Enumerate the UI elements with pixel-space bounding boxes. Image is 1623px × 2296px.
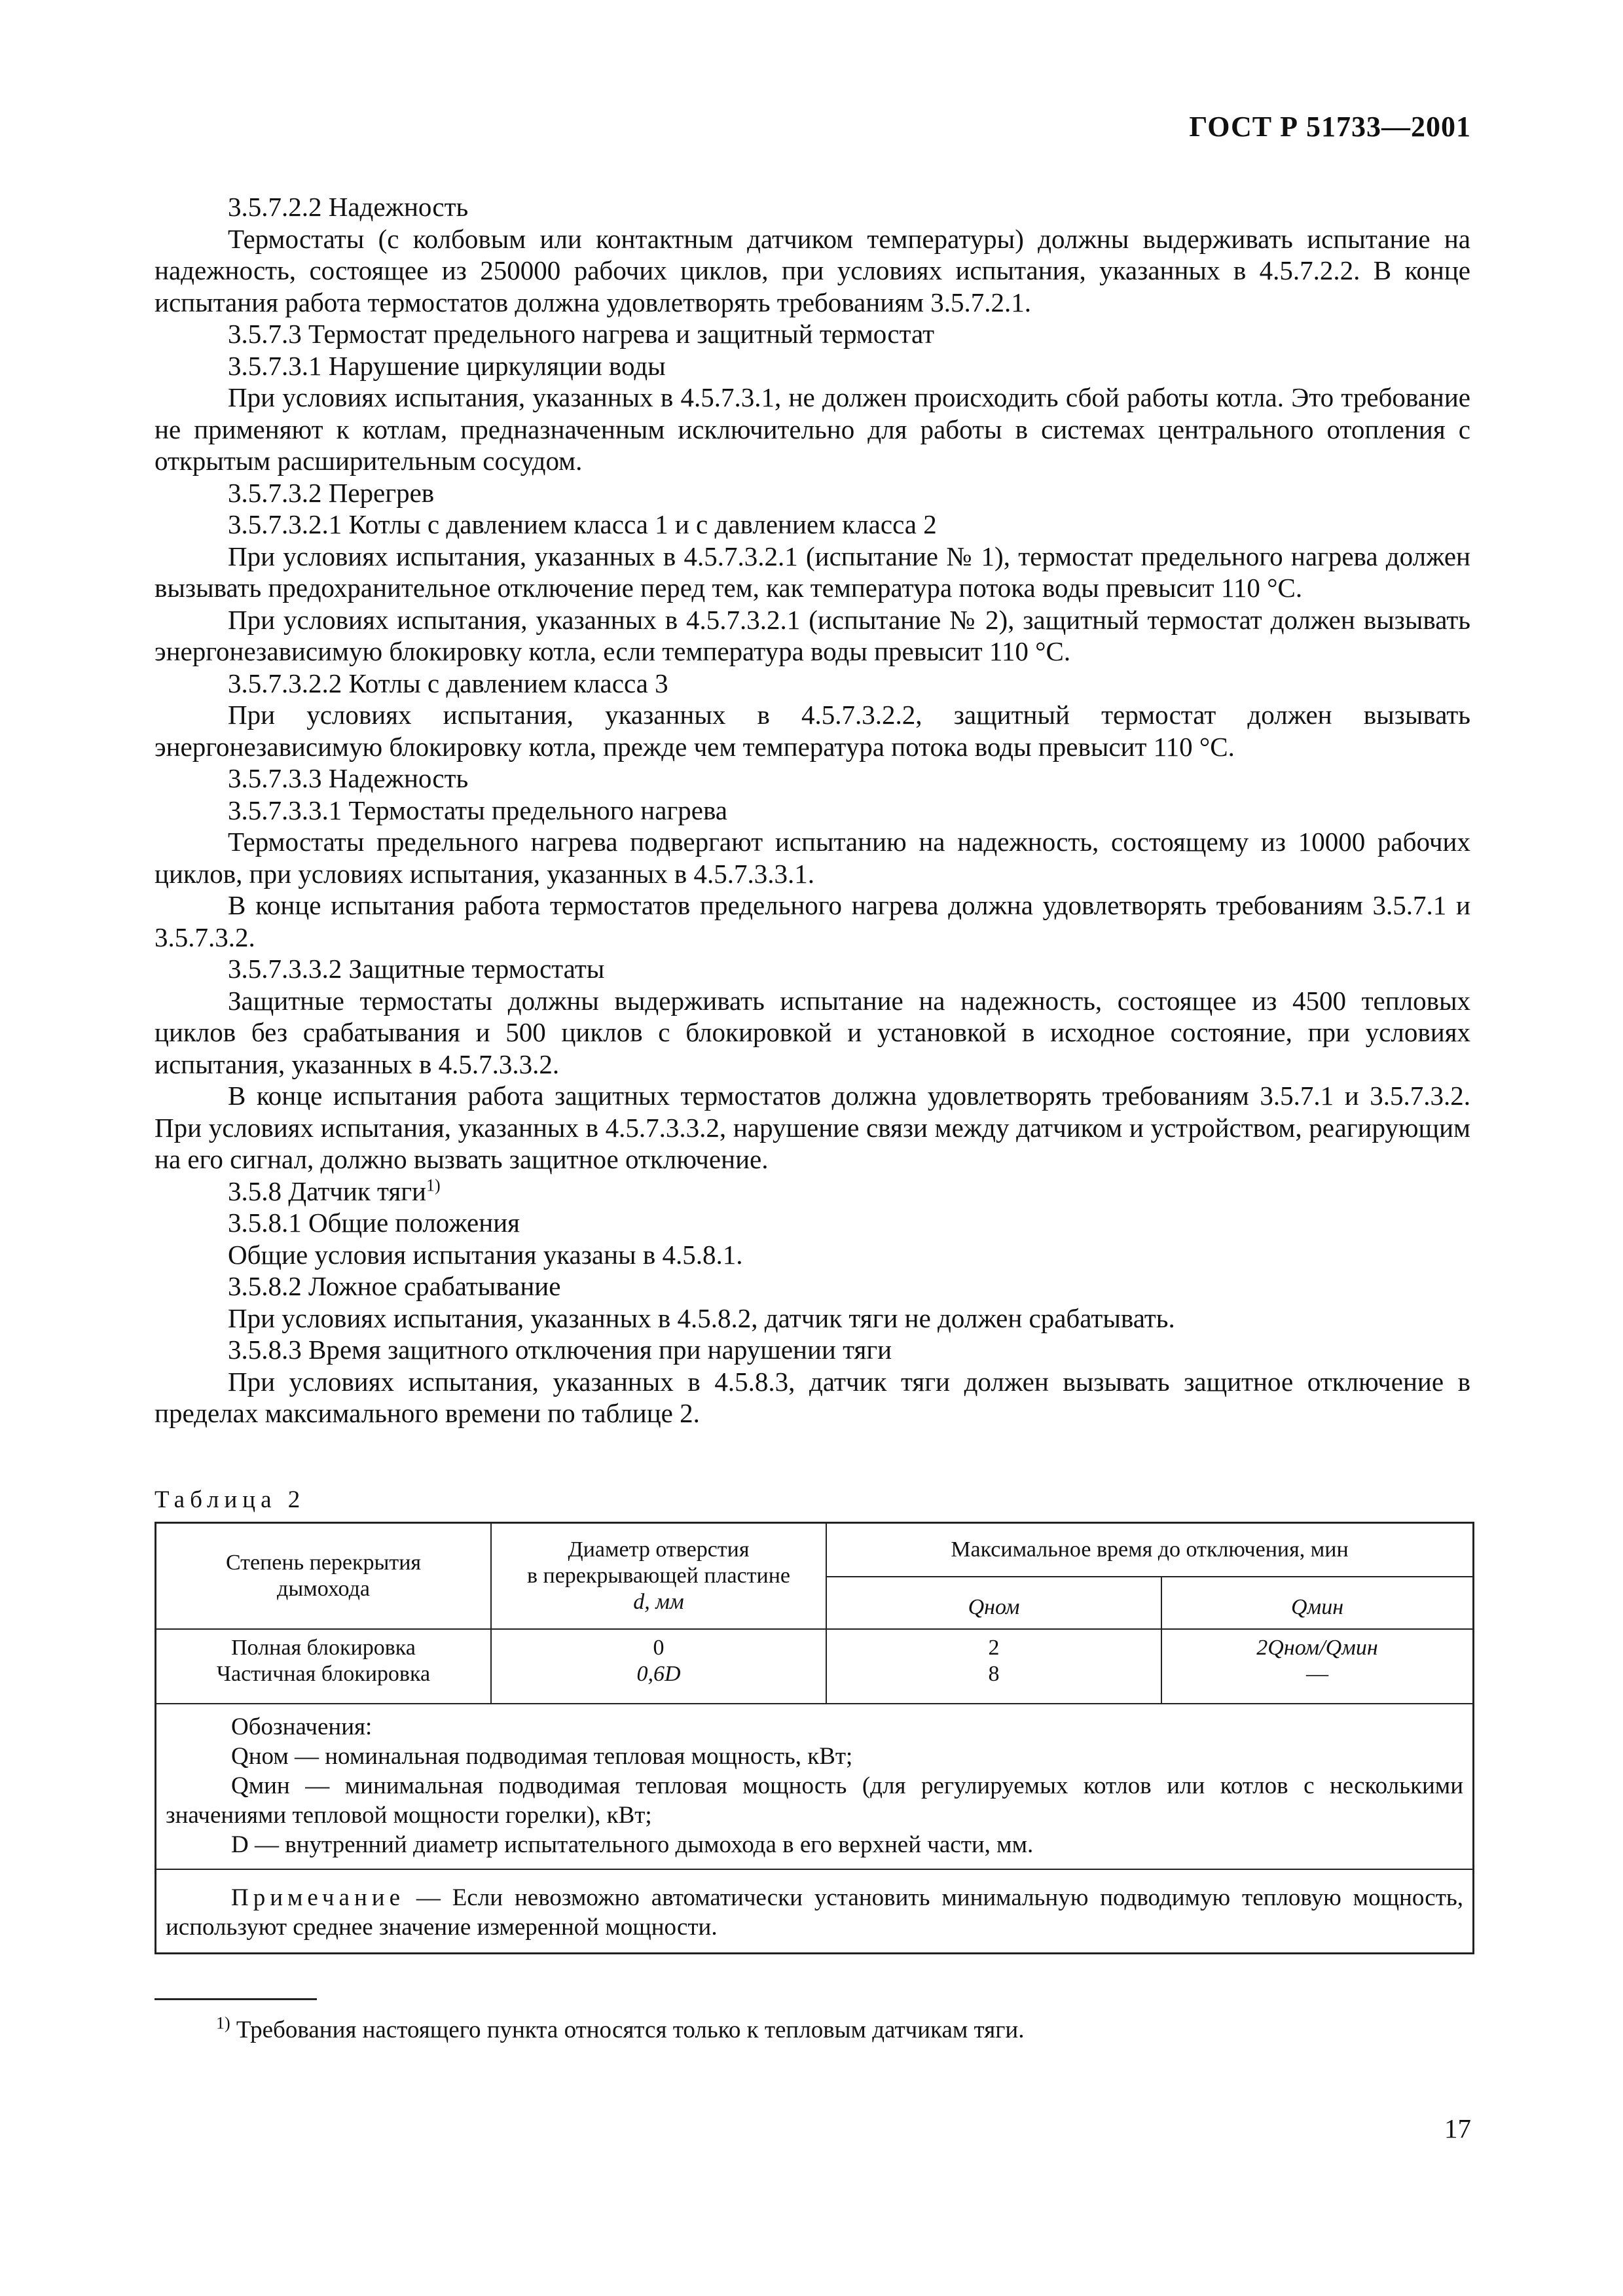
table-row-diameter: 0	[653, 1636, 665, 1660]
paragraph	[155, 699, 1470, 762]
note-text: — Если невозможно автоматически установить минимальную подводимую тепловую мощность, используют среднее значение измеренной мощности.	[166, 1884, 1463, 1941]
paragraph	[155, 889, 1470, 953]
header-overlap-degree	[156, 1524, 492, 1628]
paragraph-text: 3.5.7.3.2 Перегрев	[228, 477, 435, 508]
footnote	[216, 2013, 1025, 2044]
header-q-nom	[827, 1577, 1162, 1628]
paragraph-text: 3.5.7.3 Термостат предельного нагрева и защитный термостат	[228, 319, 934, 349]
table-row-q-min: 2Qном/Qмин	[1256, 1636, 1378, 1660]
paragraph-text: Термостаты предельного нагрева подвергают испытанию на надежность, состоящему из 10000 рабочих циклов, при условиях испытания, указанных в 4.5.7.3.3.1.	[155, 827, 1470, 889]
legend-item: Qмин — минимальная подводимая тепловая мощность (для регулируемых котлов или котлов с несколькими значениями тепловой мощности горелки), кВт;	[166, 1772, 1463, 1829]
section-heading	[155, 762, 1470, 795]
footnote-divider	[155, 1998, 317, 2000]
paragraph-text: 3.5.8 Датчик тяги	[228, 1175, 426, 1206]
paragraph-text: 3.5.7.3.1 Нарушение циркуляции воды	[228, 350, 666, 381]
header-hole-diameter	[492, 1524, 827, 1628]
footnote-marker: 1)	[216, 2013, 230, 2033]
table-row-label: Частичная блокировка	[216, 1662, 431, 1686]
section-heading	[155, 668, 1470, 700]
paragraph	[155, 604, 1470, 668]
paragraph	[155, 382, 1470, 477]
paragraph	[155, 1302, 1470, 1335]
section-heading	[155, 318, 1470, 350]
section-heading	[155, 953, 1470, 985]
paragraph-text: 3.5.7.3.3.1 Термостаты предельного нагрева	[228, 795, 727, 825]
paragraph-text: При условиях испытания, указанных в 4.5.7.3.2.1 (испытание № 2), защитный термостат должен вызывать энергонезависимую блокировку котла, если температура воды превысит 110 °С.	[155, 604, 1470, 666]
cell-q-min-values	[1162, 1630, 1472, 1703]
footnote-text: Требования настоящего пункта относятся только к тепловым датчикам тяги.	[236, 2017, 1025, 2043]
section-heading	[155, 1270, 1470, 1302]
legend-title: Обозначения:	[231, 1713, 373, 1740]
paragraph	[155, 826, 1470, 889]
section-heading	[155, 1334, 1470, 1366]
paragraph-text: В конце испытания работа защитных термостатов должна удовлетворять требованиям 3.5.7.1 и 3.5.7.3.2. При условиях испытания, указанных в 4.5.7.3.3.2, нарушение связи между датчиком и устройством, реагирующим на его сигнал, должно вызвать защитное отключение.	[155, 1081, 1470, 1174]
table-row-q-nom: 2	[988, 1636, 1000, 1660]
paragraph	[155, 985, 1470, 1081]
paragraph-text: При условиях испытания, указанных в 4.5.7.3.1, не должен происходить сбой работы котла. Это требование не применяют к котлам, предназначенным исключительно для работы в системах центрального отопления с открытым расширительным сосудом.	[155, 382, 1470, 476]
body-text	[155, 191, 1470, 1429]
section-heading	[155, 477, 1470, 509]
cell-labels	[156, 1630, 492, 1703]
table-legend	[156, 1704, 1472, 1870]
paragraph-text: При условиях испытания, указанных в 4.5.8.2, датчик тяги не должен срабатывать.	[228, 1302, 1175, 1333]
section-heading	[155, 795, 1470, 827]
paragraph-text: 3.5.7.3.3 Надежность	[228, 763, 469, 793]
paragraph-text: 3.5.8.3 Время защитного отключения при нарушении тяги	[228, 1335, 892, 1365]
cell-q-nom-values	[827, 1630, 1162, 1703]
header-col2-line1: Диаметр отверстия	[568, 1537, 750, 1562]
legend-item: Qном — номинальная подводимая тепловая мощность, кВт;	[231, 1743, 853, 1770]
section-heading	[155, 1175, 1470, 1208]
header-col3-text: Qном	[968, 1595, 1020, 1619]
table-data-rows	[156, 1630, 1472, 1704]
paragraph-text: 3.5.7.3.2.2 Котлы с давлением класса 3	[228, 668, 668, 698]
table-row-label: Полная блокировка	[231, 1636, 416, 1660]
section-heading	[155, 191, 1470, 223]
table-note	[156, 1870, 1472, 1952]
page-number: 17	[1444, 2113, 1471, 2144]
paragraph-text: При условиях испытания, указанных в 4.5.7.3.2.1 (испытание № 1), термостат предельного нагрева должен вызывать предохранительное отключение перед тем, как температура потока воды превысит 110 °С.	[155, 541, 1470, 603]
paragraph-text: При условиях испытания, указанных в 4.5.7.3.2.2, защитный термостат должен вызывать энергонезависимую блокировку котла, прежде чем температура потока воды превысит 110 °С.	[155, 700, 1470, 762]
header-col2-line2: в перекрывающей пластине	[526, 1564, 791, 1588]
paragraph-text: 3.5.7.3.3.2 Защитные термостаты	[228, 954, 605, 984]
paragraph-text: 3.5.8.1 Общие положения	[228, 1208, 520, 1238]
footnote-ref: 1)	[426, 1175, 441, 1194]
header-col1-text: Степень перекрытия дымохода	[225, 1551, 422, 1601]
paragraph	[155, 1366, 1470, 1429]
paragraph-text: Общие условия испытания указаны в 4.5.8.1.	[228, 1239, 743, 1270]
section-heading	[155, 350, 1470, 382]
section-heading	[155, 1207, 1470, 1239]
header-max-time	[827, 1524, 1472, 1577]
paragraph-text: 3.5.7.2.2 Надежность	[228, 192, 469, 222]
header-col2-line3: d, мм	[633, 1590, 684, 1614]
table-row-diameter: 0,6D	[636, 1662, 681, 1686]
paragraph	[155, 1239, 1470, 1271]
table-caption: Таблица 2	[155, 1486, 306, 1513]
paragraph-text: Термостаты (с колбовым или контактным датчиком температуры) должны выдерживать испытание на надежность, состоящее из 250000 рабочих циклов, при условиях испытания, указанных в 4.5.7.2.2. В конце испытания работа термостатов должна удовлетворять требованиям 3.5.7.2.1.	[155, 223, 1470, 317]
table-2	[155, 1522, 1474, 1954]
note-label: Примечание	[231, 1884, 405, 1911]
table-header-row	[156, 1524, 1472, 1630]
table-row-q-nom: 8	[988, 1662, 1000, 1686]
paragraph-text: Защитные термостаты должны выдерживать испытание на надежность, состоящее из 4500 тепловых циклов без срабатывания и 500 циклов с блокировкой и установкой в исходное состояние, при условиях испытания, указанных в 4.5.7.3.3.2.	[155, 985, 1470, 1079]
paragraph	[155, 541, 1470, 604]
paragraph-text: 3.5.8.2 Ложное срабатывание	[228, 1271, 561, 1301]
table-row-q-min: —	[1306, 1662, 1328, 1686]
paragraph-text: 3.5.7.3.2.1 Котлы с давлением класса 1 и с давлением класса 2	[228, 509, 937, 539]
paragraph-text: При условиях испытания, указанных в 4.5.8.3, датчик тяги должен вызывать защитное отключение в пределах максимального времени по таблице 2.	[155, 1366, 1470, 1428]
header-col34-text: Максимальное время до отключения, мин	[951, 1537, 1349, 1562]
legend-item: D — внутренний диаметр испытательного дымохода в его верхней части, мм.	[231, 1831, 1034, 1858]
paragraph-text: В конце испытания работа термостатов предельного нагрева должна удовлетворять требованиям 3.5.7.1 и 3.5.7.3.2.	[155, 890, 1470, 952]
header-q-min	[1162, 1577, 1472, 1628]
paragraph	[155, 1080, 1470, 1175]
header-col4-text: Qмин	[1290, 1595, 1344, 1619]
section-heading	[155, 509, 1470, 541]
paragraph	[155, 223, 1470, 319]
cell-diameters	[492, 1630, 827, 1703]
document-code: ГОСТ Р 51733—2001	[1189, 111, 1471, 143]
